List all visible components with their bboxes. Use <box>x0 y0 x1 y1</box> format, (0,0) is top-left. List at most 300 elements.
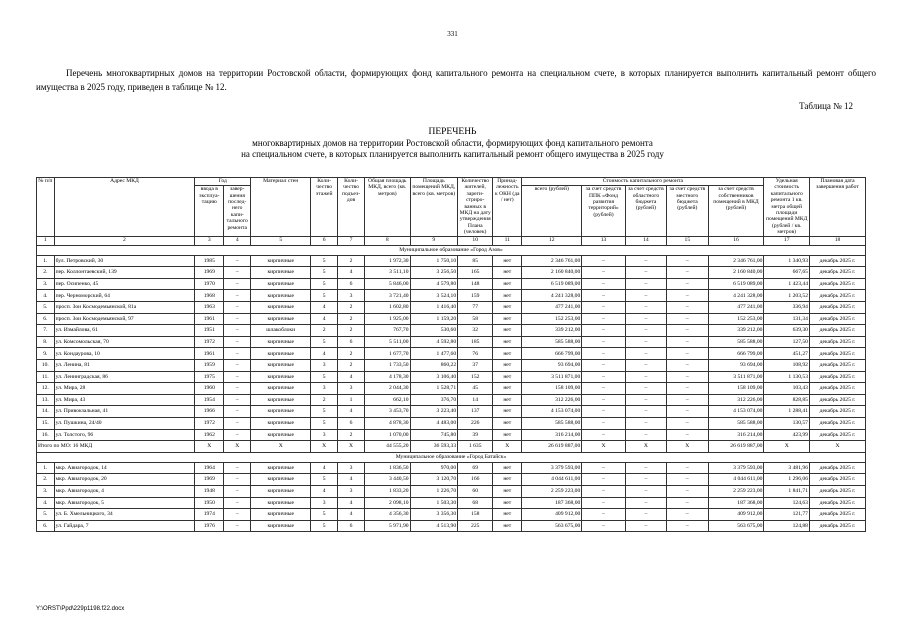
table-cell: кирпичные <box>251 267 311 279</box>
table-cell: – <box>625 462 666 474</box>
table-cell: 1963 <box>195 302 224 314</box>
table-cell: – <box>582 255 625 267</box>
table-cell: ул. Комсомольская, 70 <box>54 336 195 348</box>
table-cell: бул. Петровский, 30 <box>54 255 195 267</box>
table-cell: 6 519 089,00 <box>522 278 582 290</box>
table-cell: 1974 <box>195 509 224 521</box>
table-cell: декабрь 2025 г. <box>809 348 865 360</box>
table-cell: 6 <box>338 520 365 532</box>
table-cell: 1 130,53 <box>764 371 810 383</box>
total-cell: X <box>338 441 365 453</box>
table-cell: 1 296,06 <box>764 474 810 486</box>
table-cell: 2. <box>37 267 55 279</box>
table-cell: нет <box>493 383 522 395</box>
table-cell: 5 <box>311 417 338 429</box>
table-cell: ул. Измайлова, 61 <box>54 325 195 337</box>
table-cell: – <box>224 325 251 337</box>
table-cell: 3 <box>338 485 365 497</box>
table-cell: 376,70 <box>410 394 458 406</box>
table-cell: – <box>582 302 625 314</box>
section-title: Муниципальное образование «Город Азов» <box>37 245 866 255</box>
table-cell: 5 <box>311 371 338 383</box>
table-cell: 37 <box>458 360 493 372</box>
table-cell: 339 212,00 <box>522 325 582 337</box>
table-cell: 1951 <box>195 325 224 337</box>
table-cell: – <box>582 520 625 532</box>
column-number: 4 <box>224 236 251 245</box>
table-cell: 7. <box>37 325 55 337</box>
table-cell: мкр. Авиагородок, 20 <box>54 474 195 486</box>
table-cell: 127,50 <box>764 336 810 348</box>
table-cell: – <box>582 497 625 509</box>
table-cell: нет <box>493 474 522 486</box>
table-cell: – <box>224 429 251 441</box>
table-cell: 3 511,10 <box>365 267 411 279</box>
table-cell: нет <box>493 417 522 429</box>
table-cell: 3 524,10 <box>410 290 458 302</box>
table-cell: 68 <box>458 497 493 509</box>
table-cell: 5 <box>311 509 338 521</box>
table-cell: 187 368,00 <box>522 497 582 509</box>
table-cell: 137 <box>458 406 493 418</box>
table-cell: 2. <box>37 474 55 486</box>
table-cell: 409 912,00 <box>708 509 764 521</box>
table-cell: – <box>667 336 708 348</box>
table-cell: декабрь 2025 г. <box>809 383 865 395</box>
table-cell: – <box>224 417 251 429</box>
table-cell: – <box>224 520 251 532</box>
table-cell: ул. Привокзальная, 41 <box>54 406 195 418</box>
table-cell: нет <box>493 255 522 267</box>
table-cell: просп. Зои Космодемьянской, 81а <box>54 302 195 314</box>
column-number: 5 <box>251 236 311 245</box>
table-cell: пер. Осипенко, 45 <box>54 278 195 290</box>
table-cell: 4 <box>338 406 365 418</box>
col-okn: Принадлежность к ОКН (да / нет) <box>493 178 522 237</box>
table-cell: кирпичные <box>251 255 311 267</box>
table-cell: 3 511 871,00 <box>522 371 582 383</box>
table-cell: – <box>625 313 666 325</box>
table-cell: 39 <box>458 429 493 441</box>
table-cell: – <box>582 509 625 521</box>
table-cell: 5 511,00 <box>365 336 411 348</box>
total-cell: X <box>764 441 810 453</box>
table-cell: 165 <box>458 267 493 279</box>
table-cell: просп. Зои Космодемьянской, 97 <box>54 313 195 325</box>
table-cell: 5 <box>311 278 338 290</box>
table-cell: 4 878,30 <box>365 417 411 429</box>
table-cell: 2 <box>338 313 365 325</box>
table-cell: 4. <box>37 497 55 509</box>
table-cell: 152 253,00 <box>522 313 582 325</box>
table-cell: 2 <box>338 429 365 441</box>
table-cell: декабрь 2025 г. <box>809 255 865 267</box>
table-cell: 32 <box>458 325 493 337</box>
table-cell: 667,65 <box>764 267 810 279</box>
total-cell: X <box>667 441 708 453</box>
table-row <box>37 474 866 486</box>
table-cell: 5 <box>311 406 338 418</box>
table-cell: 6. <box>37 520 55 532</box>
table-row <box>37 360 866 372</box>
col-cost-region: за счет средств областного бюджета (рублей) <box>625 186 666 237</box>
col-cost-fund: за счет средств ППК «Фонд развития территорий» (рублей) <box>582 186 625 237</box>
table-cell: 3 223,40 <box>410 406 458 418</box>
table-cell: 585 588,00 <box>522 417 582 429</box>
table-cell: 1960 <box>195 383 224 395</box>
table-cell: нет <box>493 406 522 418</box>
table-cell: – <box>224 394 251 406</box>
table-cell: кирпичные <box>251 462 311 474</box>
table-cell: 3 379 593,00 <box>708 462 764 474</box>
table-cell: – <box>625 520 666 532</box>
table-cell: 130,57 <box>764 417 810 429</box>
total-cell: 1 635 <box>458 441 493 453</box>
table-cell: – <box>582 313 625 325</box>
table-cell: – <box>625 325 666 337</box>
table-cell: нет <box>493 429 522 441</box>
table-cell: 5 <box>311 520 338 532</box>
table-cell: 530,60 <box>410 325 458 337</box>
table-cell: 2 <box>338 255 365 267</box>
table-cell: 316 214,00 <box>708 429 764 441</box>
col-cost-local: за счет средств местного бюджета (рублей) <box>667 186 708 237</box>
table-cell: декабрь 2025 г. <box>809 497 865 509</box>
table-cell: 5 <box>311 255 338 267</box>
table-cell: 3 <box>338 290 365 302</box>
table-cell: – <box>582 474 625 486</box>
table-cell: 4 <box>338 474 365 486</box>
table-cell: – <box>667 255 708 267</box>
column-number: 12 <box>522 236 582 245</box>
table-cell: – <box>667 485 708 497</box>
table-cell: – <box>667 474 708 486</box>
table-cell: 666 799,00 <box>522 348 582 360</box>
section-title: Муниципальное образование «Город Батайск» <box>37 452 866 462</box>
table-cell: нет <box>493 462 522 474</box>
table-cell: – <box>224 313 251 325</box>
total-cell: X <box>809 441 865 453</box>
table-cell: 312 226,00 <box>522 394 582 406</box>
table-cell: – <box>667 278 708 290</box>
table-cell: 3 481,96 <box>764 462 810 474</box>
table-cell: 3 <box>338 462 365 474</box>
table-cell: кирпичные <box>251 417 311 429</box>
table-cell: 148 <box>458 278 493 290</box>
table-cell: 6 519 089,00 <box>708 278 764 290</box>
column-number: 2 <box>54 236 195 245</box>
table-cell: 1970 <box>195 278 224 290</box>
table-row <box>37 462 866 474</box>
col-cost-group: Стоимость капитального ремонта <box>522 178 764 186</box>
table-cell: кирпичные <box>251 485 311 497</box>
table-cell: 1976 <box>195 520 224 532</box>
table-cell: 152 <box>458 371 493 383</box>
table-cell: 339 212,00 <box>708 325 764 337</box>
table-cell: – <box>582 383 625 395</box>
table-cell: 124,63 <box>764 497 810 509</box>
table-cell: 121,77 <box>764 509 810 521</box>
table-cell: 1 602,80 <box>365 302 411 314</box>
table-cell: нет <box>493 302 522 314</box>
table-cell: – <box>224 278 251 290</box>
table-cell: 8. <box>37 336 55 348</box>
table-cell: 2 <box>338 302 365 314</box>
column-number: 16 <box>708 236 764 245</box>
table-cell: – <box>582 371 625 383</box>
houses-table <box>36 177 866 532</box>
table-cell: мкр. Авиагородок, 4 <box>54 485 195 497</box>
table-cell: декабрь 2025 г. <box>809 267 865 279</box>
table-cell: нет <box>493 371 522 383</box>
table-cell: 1. <box>37 255 55 267</box>
table-row <box>37 520 866 532</box>
table-cell: 108,92 <box>764 360 810 372</box>
table-cell: – <box>224 336 251 348</box>
table-cell: 4 <box>311 462 338 474</box>
table-cell: пер. Черноморский, 64 <box>54 290 195 302</box>
total-cell: Итого по МО: 16 МКД <box>37 441 195 453</box>
table-cell: 662,10 <box>365 394 411 406</box>
total-cell: X <box>224 441 251 453</box>
col-year-repair: завершения последнего капитального ремонта <box>224 186 251 237</box>
total-cell: 26 619 887,00 <box>522 441 582 453</box>
col-planned-date: Плановая дата завершения работ <box>809 178 865 237</box>
page-number: 331 <box>447 30 458 38</box>
table-cell: – <box>224 474 251 486</box>
table-cell: 1961 <box>195 313 224 325</box>
table-cell: – <box>582 267 625 279</box>
col-cost-total: всего (рублей) <box>522 186 582 237</box>
table-cell: 158 109,00 <box>708 383 764 395</box>
table-cell: кирпичные <box>251 429 311 441</box>
table-cell: 3 <box>338 383 365 395</box>
table-cell: – <box>582 325 625 337</box>
table-cell: кирпичные <box>251 497 311 509</box>
table-cell: 1961 <box>195 348 224 360</box>
table-cell: 585 588,00 <box>708 336 764 348</box>
col-residents: Количество жителей, зарегистрированных в МКД на дату утверждения Плана (человек) <box>458 178 493 237</box>
table-cell: ул. Толстого, 96 <box>54 429 195 441</box>
table-cell: 185 <box>458 336 493 348</box>
table-cell: – <box>667 429 708 441</box>
table-cell: кирпичные <box>251 302 311 314</box>
table-cell: – <box>625 394 666 406</box>
total-cell: X <box>195 441 224 453</box>
table-cell: 767,70 <box>365 325 411 337</box>
table-cell: – <box>625 497 666 509</box>
table-row <box>37 336 866 348</box>
table-cell: – <box>224 290 251 302</box>
table-cell: – <box>625 348 666 360</box>
table-cell: 3 356,30 <box>410 509 458 521</box>
table-cell: 158 109,00 <box>522 383 582 395</box>
table-cell: 1 733,50 <box>365 360 411 372</box>
table-cell: 585 588,00 <box>522 336 582 348</box>
table-cell: – <box>582 278 625 290</box>
table-cell: 4 <box>311 348 338 360</box>
table-cell: 4 <box>311 485 338 497</box>
table-cell: кирпичные <box>251 348 311 360</box>
footer-path: Y:\ORST\Ppd\229p1198.f22.docx <box>36 606 125 612</box>
table-cell: 1 340,93 <box>764 255 810 267</box>
table-cell: – <box>224 406 251 418</box>
table-cell: – <box>625 417 666 429</box>
column-number: 1 <box>37 236 55 245</box>
table-cell: декабрь 2025 г. <box>809 462 865 474</box>
table-cell: 4 <box>338 509 365 521</box>
table-cell: 2 <box>311 394 338 406</box>
table-cell: – <box>224 255 251 267</box>
table-cell: 2 160 840,00 <box>708 267 764 279</box>
table-cell: 4 044 611,00 <box>522 474 582 486</box>
table-cell: 2 <box>311 325 338 337</box>
table-row <box>37 267 866 279</box>
table-cell: кирпичные <box>251 313 311 325</box>
table-cell: кирпичные <box>251 394 311 406</box>
table-cell: 1964 <box>195 462 224 474</box>
table-cell: 563 675,00 <box>522 520 582 532</box>
section-row <box>37 245 866 255</box>
table-cell: ул. Кондаурова, 10 <box>54 348 195 360</box>
table-cell: 1959 <box>195 360 224 372</box>
table-cell: декабрь 2025 г. <box>809 302 865 314</box>
table-cell: 563 675,00 <box>708 520 764 532</box>
table-cell: – <box>582 336 625 348</box>
table-cell: нет <box>493 267 522 279</box>
table-cell: – <box>667 348 708 360</box>
table-row <box>37 325 866 337</box>
table-cell: 1 750,10 <box>410 255 458 267</box>
header-row-1 <box>37 178 866 186</box>
table-cell: нет <box>493 278 522 290</box>
table-cell: – <box>625 278 666 290</box>
table-cell: 76 <box>458 348 493 360</box>
table-cell: 77 <box>458 302 493 314</box>
table-cell: 1. <box>37 462 55 474</box>
table-cell: декабрь 2025 г. <box>809 371 865 383</box>
table-cell: 15. <box>37 417 55 429</box>
table-cell: 4 <box>338 371 365 383</box>
table-cell: 16. <box>37 429 55 441</box>
table-row <box>37 255 866 267</box>
table-cell: декабрь 2025 г. <box>809 313 865 325</box>
table-cell: 1 416,40 <box>410 302 458 314</box>
table-cell: 1 972,30 <box>365 255 411 267</box>
table-cell: ул. Б. Хмельницкого, 34 <box>54 509 195 521</box>
table-cell: нет <box>493 520 522 532</box>
table-cell: кирпичные <box>251 406 311 418</box>
table-cell: 1 836,50 <box>365 462 411 474</box>
column-number: 13 <box>582 236 625 245</box>
table-cell: – <box>625 336 666 348</box>
table-cell: кирпичные <box>251 290 311 302</box>
table-cell: – <box>582 360 625 372</box>
table-cell: – <box>582 394 625 406</box>
table-cell: 3 256,50 <box>410 267 458 279</box>
table-cell: 316 214,00 <box>522 429 582 441</box>
section-row <box>37 452 866 462</box>
table-cell: 1 528,71 <box>410 383 458 395</box>
column-number: 11 <box>493 236 522 245</box>
table-cell: 152 253,00 <box>708 313 764 325</box>
table-cell: 14. <box>37 406 55 418</box>
table-cell: 124,88 <box>764 520 810 532</box>
table-cell: – <box>582 348 625 360</box>
table-cell: нет <box>493 290 522 302</box>
table-cell: – <box>667 417 708 429</box>
table-cell: 828,85 <box>764 394 810 406</box>
table-cell: декабрь 2025 г. <box>809 509 865 521</box>
table-cell: кирпичные <box>251 383 311 395</box>
table-cell: кирпичные <box>251 371 311 383</box>
table-cell: 477 241,00 <box>522 302 582 314</box>
table-cell: ул. Мира, 28 <box>54 383 195 395</box>
table-cell: нет <box>493 394 522 406</box>
col-entrances: Количество подъездов <box>338 178 365 237</box>
heading-line-1: многоквартирных домов на территории Ростовской области, формирующих фонд капитального ремонта <box>252 138 653 148</box>
table-cell: – <box>582 462 625 474</box>
table-cell: 1 203,52 <box>764 290 810 302</box>
table-heading <box>0 127 905 160</box>
table-cell: 187 368,00 <box>708 497 764 509</box>
table-cell: 5 971,90 <box>365 520 411 532</box>
table-cell: 2 098,10 <box>365 497 411 509</box>
table-cell: кирпичные <box>251 520 311 532</box>
table-cell: – <box>582 485 625 497</box>
intro-paragraph: Перечень многоквартирных домов на территории Ростовской области, формирующих фонд капитального ремонта на специальном счете, в которых планируется выполнить капитальный ремонт общего имущества в 2025 году, приведен в таблице № 12. <box>36 68 876 92</box>
table-cell: 6 <box>338 336 365 348</box>
total-cell: 26 619 887,00 <box>708 441 764 453</box>
table-cell: 4 <box>311 302 338 314</box>
table-cell: ул. Мира, 43 <box>54 394 195 406</box>
table-cell: – <box>667 383 708 395</box>
table-cell: 1 226,70 <box>410 485 458 497</box>
table-cell: 1968 <box>195 290 224 302</box>
table-cell: – <box>224 360 251 372</box>
table-cell: шлакоблоки <box>251 325 311 337</box>
table-cell: декабрь 2025 г. <box>809 429 865 441</box>
table-cell: – <box>625 290 666 302</box>
table-cell: 2 160 840,00 <box>522 267 582 279</box>
table-cell: 4 579,80 <box>410 278 458 290</box>
table-cell: 2 259 223,00 <box>522 485 582 497</box>
table-cell: 3 721,40 <box>365 290 411 302</box>
total-cell: 36 593,33 <box>410 441 458 453</box>
table-cell: 1 833,20 <box>365 485 411 497</box>
table-cell: пер. Коллонтаевский, 139 <box>54 267 195 279</box>
table-cell: – <box>667 325 708 337</box>
table-cell: – <box>625 267 666 279</box>
column-number: 10 <box>458 236 493 245</box>
table-cell: нет <box>493 509 522 521</box>
table-cell: 477 241,00 <box>708 302 764 314</box>
table-row <box>37 313 866 325</box>
table-cell: – <box>625 406 666 418</box>
table-cell: 1985 <box>195 255 224 267</box>
table-cell: 45 <box>458 383 493 395</box>
table-cell: – <box>224 497 251 509</box>
table-cell: – <box>625 383 666 395</box>
total-cell: 44 555,20 <box>365 441 411 453</box>
column-number: 9 <box>410 236 458 245</box>
table-cell: 5. <box>37 302 55 314</box>
table-cell: 3 <box>311 360 338 372</box>
table-row <box>37 509 866 521</box>
total-cell: X <box>493 441 522 453</box>
col-address: Адрес МКД <box>54 178 195 237</box>
total-cell: X <box>251 441 311 453</box>
